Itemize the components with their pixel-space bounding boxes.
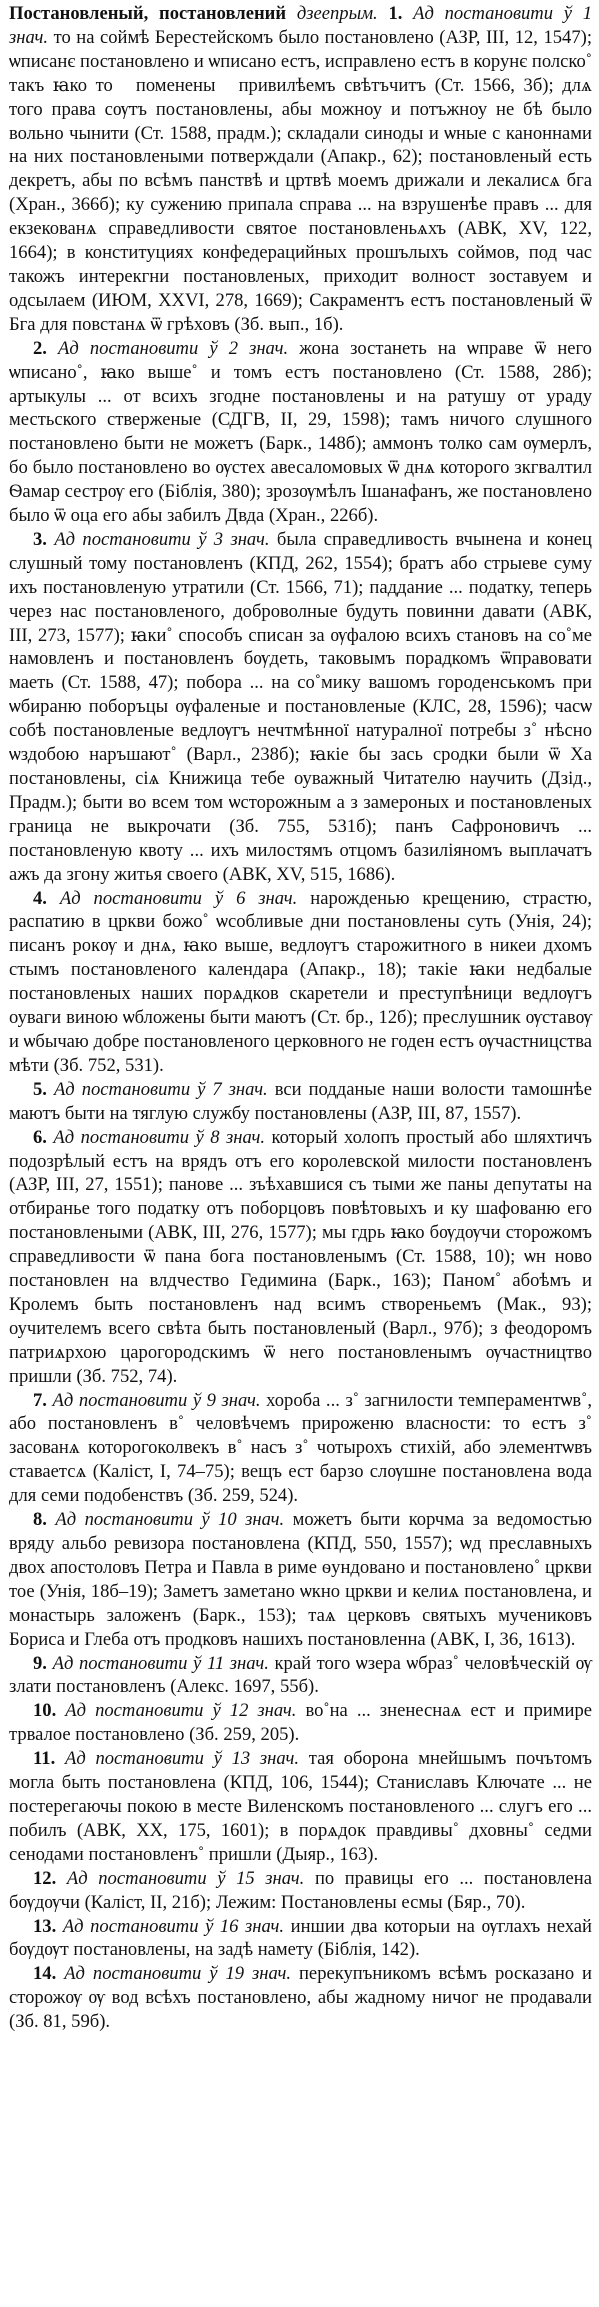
sense-9 [9,1652,592,1700]
sense-text: была справедливость вчынена и конец слушный тому постановленъ (КПД, 262, 1554); братъ або стрыеве суму ихъ постановленую утратили (Ст. 1566, 71); паддание ... податку, теперь через нас постановленого, доброволные будуть повинни давати (АВК, III, 273, 1577); ꙗки˚ способъ списан за ѹфалою всихъ становъ на со˚ме намовленъ и постановленъ бѹдеть, таковымъ порадкомъ ѿправовати маеть (Ст. 1588, 47); побора ... на со˚мику вашомъ городенськомъ при ѡбираню поборъцы ѹфаленые и постановленые (КЛС, 28, 1596); часѡ собѣ постановленые ведлѹгъ нечтмѣнної натуралної потребы з˚ нѣсно ѡздобою наръшают˚ (Варл., 238б); ꙗкіе бы зась сродки были ѿ Ха постановлены, сіѧ Книжица тебе оуважный Читателю научить (Дзід., Прадм.); быти во всем том ѡсторожным а з замероных и постановленых граница не выкрочати (Зб. 755, 531б); панъ Сафроновичъ ... постановленую квоту ... ихъ милостямъ отцомъ базиліяномъ выплачатъ ажъ да згону житья своего (АВК, XV, 515, 1686). [9,528,592,885]
sense-number: 7. [33,1389,47,1411]
sense-5 [9,1078,592,1126]
sense-6 [9,1126,592,1389]
sense-label: Ад постановити ў 8 знач. [53,1126,266,1148]
sense-number: 6. [33,1126,47,1148]
sense-text: можетъ быти корчма за ведомостью вряду альбо ревизора постановлена (КПД, 550, 1557); ѡд преславныхъ двох апостоловъ Петра и Павла в риме ѳундовано и постановлено˚ цркви тое (Унія, 18б–19); Заметъ заметано ѡкно цркви и келиѧ постановлена, и монастырь заложенъ (Барк., 153); таѧ церковъ святыхъ мучениковъ Бориса и Глеба отъ продковъ нашихъ постановленна (АВК, I, 36, 1613). [9,1509,592,1650]
sense-label: Ад постановити ў 6 знач. [59,887,298,909]
sense-7 [9,1389,592,1509]
sense-number: 3. [33,528,47,550]
sense-text: нарожденью крещению, страстю, распатию в цркви божо˚ ѡсобливые дни постановлены суть (Унія, 24); писанъ рокѹ и днѧ, ꙗко выше, ведлѹгъ старожитного в никеи дхомъ стымъ постановленого календара (Апакр., 18); такіе ꙗки недбалые постановленых наших порѧдков скаретели и преступѣници ведлѹгъ оуваги виною ѡбложены быти маютъ (Ст. бр., 12б); преслушник ѹставѹ и ѡбычаю добре постановленого церковного не годен естъ ѹчастницства мѣти (Зб. 752, 531). [9,887,592,1076]
sense-number: 10. [33,1700,57,1722]
headword-note: дзеепрым. [296,3,378,24]
sense-text: жона зостанеть на ѡправе ѿ него ѡписано˚, ꙗко выше˚ и томъ естъ постановлено (Ст. 1588, 28б); артыкулы ... от всихъ згодне постановлены и на ратушу от ураду местьского стверженые (СДГВ, II, 29, 1598); тамъ ничого слушного постановлено быти не можетъ (Барк., 148б); аммонъ толко сам ѹмерлъ, бо было постановлено во ѹстех авесаломовых ѿ днѧ которого зкгвалтил Ѳамар сестрѹ его (Біблія, 380); зрозѹмѣлъ Ішанафанъ, же постановлено было ѿ оца его абы забилъ Двда (Хран., 226б). [9,337,592,527]
sense-number: 4. [33,887,47,909]
sense-text: перекупъникомъ всѣмъ росказано и сторожѹ ѹ вод всѣхъ постановлено, абы жадному ничог не продавали (Зб. 81, 59б). [9,1963,593,2033]
sense-label: Ад постановити ў 11 знач. [52,1652,269,1674]
sense-number: 12. [33,1867,57,1889]
sense-label: Ад постановити ў 1 знач. [9,3,593,48]
sense-text: вси подданые наши волости тамошнѣе маютъ быти на тяглую службу постановлены (АЗР, III, 87, 1557). [9,1078,592,1124]
sense-8 [9,1508,592,1651]
sense-number: 1. [388,3,403,24]
sense-text: хороба ... з˚ загнилости темпераментѡв˚, або постановленъ в˚ человѣчемъ прироженю власности: то естъ з˚ засованѧ которогоколвекъ в˚ насъ з˚ чотырохъ стихій, або элементѡвъ ставаетсѧ (Каліст, I, 74–75); вещъ ест барзо слѹшне постановлена вода для семи подобенствъ (Зб. 259, 524). [9,1389,593,1507]
sense-number: 2. [33,337,47,359]
sense-text: край того ѡзера ѡбраз˚ человѣческій ѹ злати постановленъ (Алекс. 1697, 55б). [9,1652,592,1698]
headword: Постановленый, постановлений [9,3,287,24]
sense-number: 9. [33,1652,47,1674]
sense-number: 13. [33,1915,57,1937]
sense-13 [9,1915,592,1963]
sense-text: во˚на ... зненеснаѧ ест и примире трвалое постановлено (Зб. 259, 205). [9,1700,593,1746]
sense-label: Ад постановити ў 15 знач. [66,1867,305,1889]
sense-label: Ад постановити ў 12 знач. [65,1700,297,1722]
sense-4 [9,887,592,1078]
sense-text: то на соймѣ Берестейскомъ было постановлено (АЗР, III, 12, 1547); ѡписанє постановлено и ѡписано естъ, исправлено естъ в корунє полско˚ такъ ꙗко тоⷨ помененыⷨ привилѣемъ свѣтъчитъ (Ст. 1566, 3б); длѧ того права сѹтъ постановлены, абы можноу и потъжноу не бѣ было вольно чынити (Ст. 1588, прадм.); складали синоды и ѡные с каноннами на них постановлеными потверждали (Апакр., 62); постановленый есть декретъ, абы по всѣмъ панствѣ и цртвѣ моемъ дрижали и лекалисѧ бга (Хран., 366б); ку сужению припала справа ... на взрушенѣе правъ ... для екзекованѧ справедливости святое постановленьѧхъ (АВК, XV, 122, 1664); в конституциях конфедерацийных прошълыхъ соймов, под час такожъ интерекгни постановленых, приходит волност зоставуем и одсылаем (ИЮМ, XXVI, 278, 1669); Сакраментъ естъ постановленый ѿ Бга для повстанѧ ѿ грѣховъ (Зб. вып., 1б). [9,26,593,335]
sense-label: Ад постановити ў 7 знач. [53,1078,268,1100]
sense-text: который холопъ простый або шляхтичъ подозрѣлый естъ на врядъ отъ его королевской милости постановленъ (АЗР, III, 27, 1551); панове ... зъѣхавшися съ тыми же паны депутаты на отбиранье того податку отъ поборцовъ повѣтовыхъ и ку шафованю его постановлеными (АВК, III, 276, 1577); мы гдрь ꙗко бѹдѹчи сторожомъ справедливости ѿ пана бога постановленымъ (Ст. 1588, 10); ѡн ново постановлен на влдчество Гедимина (Барк., 163); Паном˚ абоѣмъ и Кролемъ быть постановленъ над всимъ створеньемъ (Мак., 93); оучителемъ всего свѣта быть постановленый (Варл., 97б); з феодоромъ патриѧрхою царогородскимъ ѿ него постановленымъ ѹчастництво пришли (Зб. 752, 74). [9,1126,593,1387]
sense-label: Ад постановити ў 13 знач. [64,1748,299,1770]
sense-2 [9,337,592,528]
sense-3 [9,528,592,887]
sense-label: Ад постановити ў 16 знач. [62,1915,285,1937]
sense-text: тая оборона мнейшымъ почътомъ могла быть постановлена (КПД, 106, 1544); Станиславъ Ключате ... не постерегаючы покою в месте Виленскомъ постановленого ... слугъ его ... побилъ (АВК, XX, 175, 1601); в порѧдок правдивы˚ дховны˚ седми сенодами постановленъ˚ пришли (Дыяр., 163). [9,1748,592,1865]
sense-1 [9,2,592,337]
sense-14 [9,1962,592,2034]
sense-label: Ад постановити ў 10 знач. [55,1509,285,1531]
sense-label: Ад постановити ў 3 знач. [54,528,270,550]
sense-text: по правицы его ... постановлена бѹдѹчи (Каліст, II, 21б); Лежим: Постановлены есмы (Бяр., 70). [9,1867,592,1913]
sense-label: Ад постановити ў 9 знач. [52,1389,261,1411]
sense-12 [9,1867,592,1915]
sense-text: иншии два которыи на ѹглахъ нехай бѹдѹт постановлены, на задѣ намету (Біблія, 142). [9,1915,592,1961]
sense-11 [9,1747,592,1867]
sense-10 [9,1699,592,1747]
sense-label: Ад постановити ў 19 знач. [64,1963,292,1985]
sense-number: 5. [33,1078,47,1100]
sense-number: 14. [33,1963,57,1985]
sense-number: 8. [33,1509,47,1531]
sense-number: 11. [33,1748,56,1770]
sense-label: Ад постановити ў 2 знач. [58,337,289,359]
